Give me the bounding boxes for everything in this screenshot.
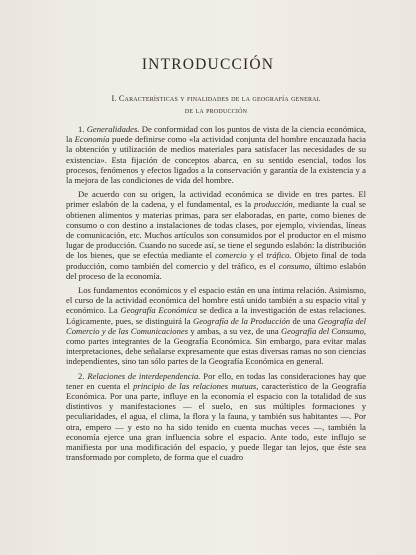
italic-term: comercio [215,250,247,261]
page-title: INTRODUCCIÓN [141,56,275,73]
text-run: mediante la cual se obtienen alimentos y materias primas, para ser elaboradas, en parte, como bienes de consumo o con destino a instalaciones de todas clases, por ejemplo, viviendas, líneas de comunicación, etc. Muchos artículos son consumidos por el productor en el mismo lugar de producción. Cuando no sucede así, se tiene el segundo eslabón: la distribución de los bienes, que se efectúa mediante el [66,199,367,261]
text-run: se dedica a la investigación de estas relaciones. Lógicamente, pues, se distinguirá la [66,305,367,326]
section-heading-line-2: de la producción [184,106,248,115]
section-heading-line-1: I. Características y finalidades de la geografía general [111,94,321,103]
text-run: De conformidad con los puntos de vista de la ciencia económica, la [66,124,367,145]
paragraph-relaciones-interdependencia [66,371,366,463]
text-run: como partes integrantes de la Geografía Económica. Sin embargo, para evitar malas interpretaciones, debe señalarse expresamente que estas diversas ramas no son ciencias independientes, sino tan sólo partes de la Geografía Económica en general. [66,336,366,367]
text-run: Los fundamentos económicos y el espacio están en una íntima relación. Asimismo, el curso de la actividad económica del hombre está unido también a su espacio vital y económico. La [66,285,366,316]
text-run: Objeto final de toda producción, como también del comercio y del tráfico, es el [66,250,366,271]
italic-term: Geografía del Comercio y de las Comunicaciones [66,315,366,336]
italic-term: Geografía de la Producción [192,315,291,326]
text-run: y ambas, a su vez, de una [188,325,281,336]
text-run: último eslabón del proceso de la economía. [66,260,366,281]
italic-term: Geografía Económica [120,305,198,316]
text-run: 2. [78,370,88,381]
text-run: y el [246,250,267,261]
text-run: Por ello, en todas las consideraciones hay que tener en cuenta el [66,370,366,391]
section-heading [66,93,366,117]
text-run: de una [290,315,318,326]
paragraph-generalidades [66,124,366,185]
text-run: puede definirse como «la actividad conjunta del hombre encauzada hacia la obtención y utilización de medios materiales para satisfacer las necesidades de su existencia». Esta fijación de conceptos abarca, en su sentido esencial, todos los procesos, fenómenos y efectos ligados a la conservación y garantía de la existencia y a la mejora de las condiciones de vida del hombre. [66,134,367,186]
italic-term: principio de las relaciones mutuas, [133,380,259,391]
italic-term: Economía [74,134,110,145]
italic-term: tráfico. [266,250,292,261]
text-run: 1. [78,124,87,134]
paragraph-actividad-economica [66,189,366,281]
text-run: De acuerdo con su origen, la actividad económica se divide en tres partes. El primer eslabón de la cadena, y el fundamental, es la [66,189,366,210]
italic-term: Relaciones de interdependencia. [87,370,201,381]
paragraph-fundamentos-economicos [66,285,366,367]
italic-term: Generalidades. [86,124,140,134]
italic-term: producción, [254,199,295,210]
body-text [66,124,366,463]
italic-term: consumo, [278,260,312,271]
italic-term: Geografía del Consumo, [280,325,367,336]
text-run: característico de la Geografía Económica. Por una parte, influye en la economía el espacio con la totalidad de sus distintivos y manifestaciones — el suelo, en sus múltiples formaciones y peculiaridades, el agua, el clima, la flora y la fauna, y también sus habitantes —. Por otra, empero — y esto no ha sido tenido en cuenta muchas veces —, también la economía ejerce una gran influencia sobre el espacio. Ante todo, este influjo se manifiesta por una modificación del espacio, y puede llegar tan lejos, que éste sea transformado por completo, de forma que el cuadro [66,380,367,463]
